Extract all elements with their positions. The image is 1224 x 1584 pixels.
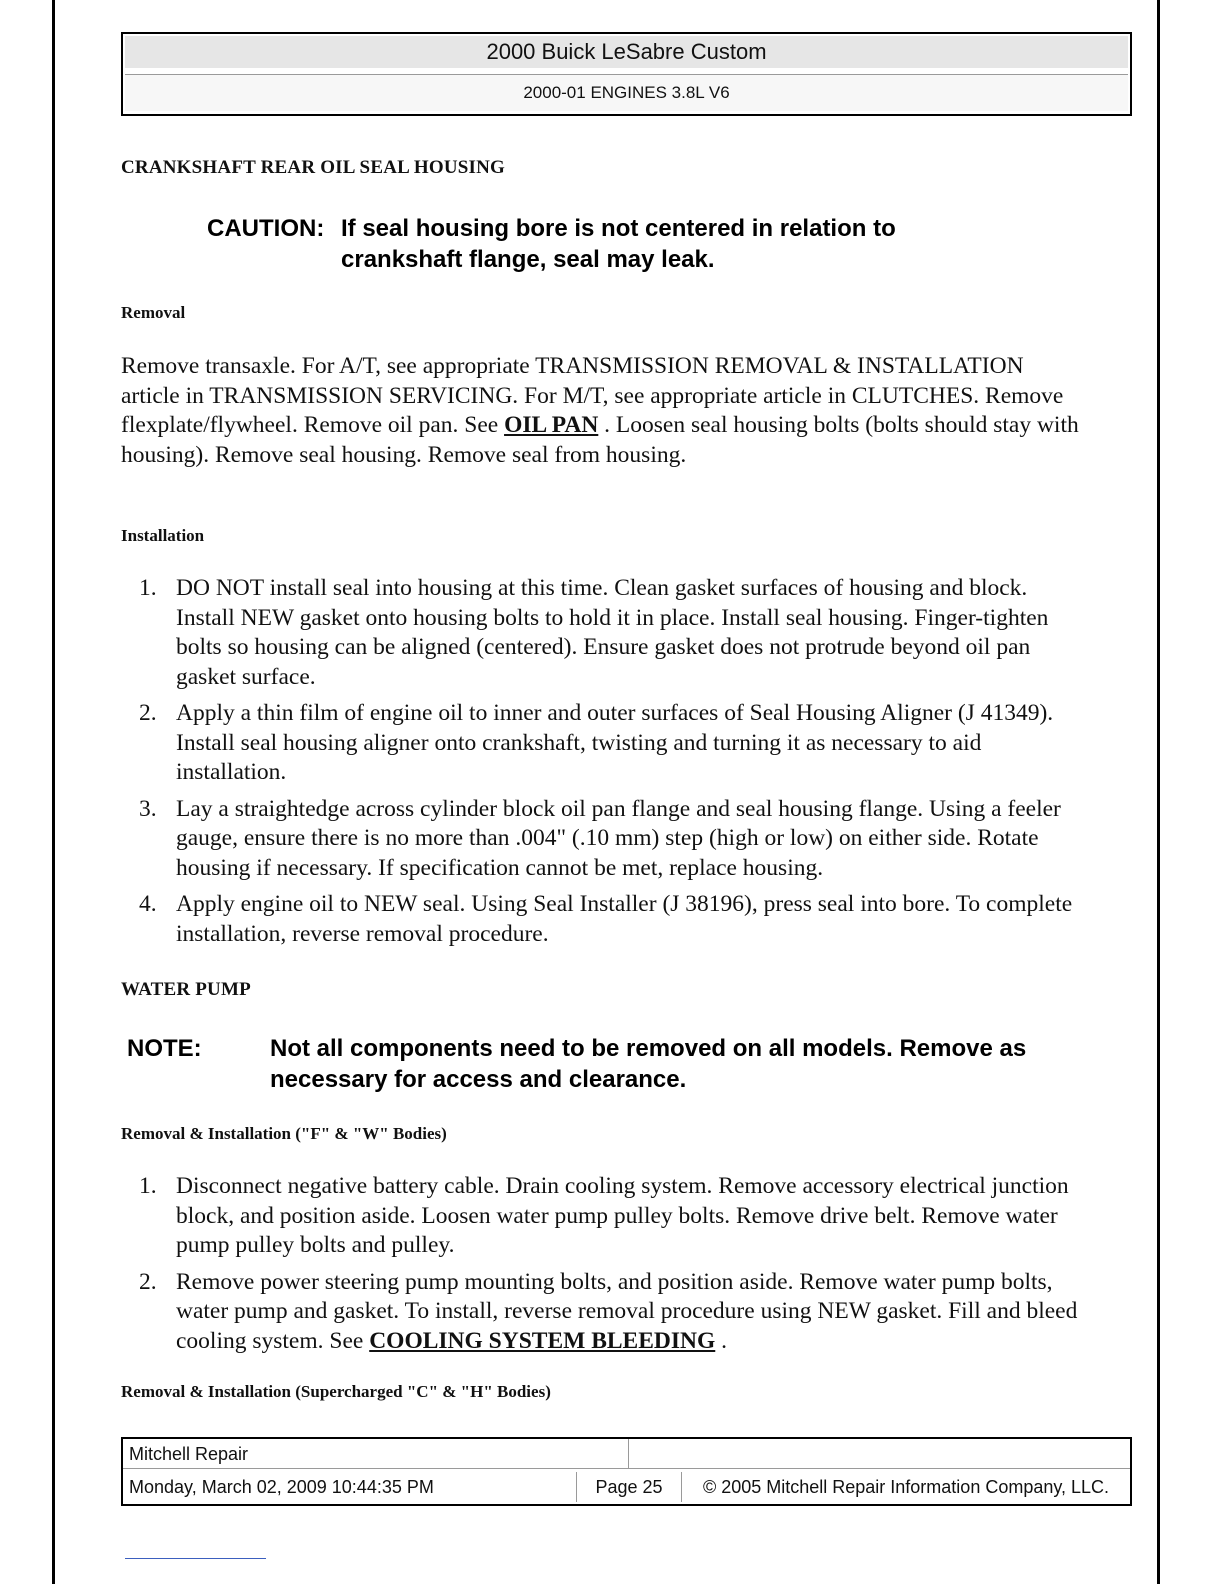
- list-item: [121, 699, 1086, 788]
- list-item: [121, 890, 1086, 949]
- removal-text: Remove transaxle. For A/T, see appropriate TRANSMISSION REMOVAL & INSTALLATION article in TRANSMISSION SERVICING. For M/T, see appropriate article in CLUTCHES. Remove flexplate/flywheel. Remove oil pan. See: [121, 353, 1064, 438]
- bottom-divider: [125, 1558, 266, 1559]
- removal-heading: Removal: [121, 303, 186, 322]
- step-text: Disconnect negative battery cable. Drain cooling system. Remove accessory electrical junction block, and position aside. Loosen water pump pulley bolts. Remove drive belt. Remove water pump pulley bolts and pulley.: [176, 1173, 1069, 1258]
- removal-text-continued: . Loosen seal housing bolts (bolts should stay with housing). Remove seal housing. Remove seal from housing.: [121, 412, 1079, 468]
- note-text: Not all components need to be removed on all models. Remove as necessary for access and clearance.: [270, 1035, 1027, 1093]
- removal-paragraph: [121, 352, 1086, 470]
- step-text-end: .: [721, 1327, 728, 1354]
- installation-steps: [121, 574, 1086, 956]
- step-text: Apply engine oil to NEW seal. Using Seal Installer (J 38196), press seal into bore. To complete installation, reverse removal procedure.: [176, 891, 1073, 947]
- list-item: [121, 795, 1086, 884]
- footer-empty-cell: [628, 1439, 1130, 1469]
- page-border-right: [1157, 0, 1160, 1584]
- document-footer: [121, 1437, 1132, 1506]
- step-text: DO NOT install seal into housing at this time. Clean gasket surfaces of housing and block. Install NEW gasket onto housing bolts to hold it in place. Install seal housing. Finger-tighten bolts so housing can be aligned (centered). Ensure gasket does not protrude beyond oil pan gasket surface.: [176, 575, 1049, 690]
- cooling-system-bleeding-link[interactable]: COOLING SYSTEM BLEEDING: [369, 1327, 716, 1354]
- crankshaft-section-heading: CRANKSHAFT REAR OIL SEAL HOUSING: [121, 157, 506, 178]
- step-text: Apply a thin film of engine oil to inner and outer surfaces of Seal Housing Aligner (J 41349). Install seal housing aligner onto crankshaft, twisting and turning it as necessary to aid installation.: [176, 700, 1054, 785]
- page-border-left: [52, 0, 55, 1584]
- footer-company: Mitchell Repair: [123, 1439, 628, 1469]
- ch-bodies-heading: Removal & Installation (Supercharged "C" & "H" Bodies): [121, 1382, 551, 1401]
- installation-heading: Installation: [121, 526, 205, 545]
- step-number: 1.: [139, 575, 157, 601]
- manual-subtitle: 2000-01 ENGINES 3.8L V6: [125, 74, 1128, 111]
- caution-block: [207, 213, 1087, 277]
- step-number: 1.: [139, 1173, 157, 1199]
- caution-text: If seal housing bore is not centered in relation to crankshaft flange, seal may leak.: [341, 215, 896, 273]
- caution-label: CAUTION:: [207, 215, 325, 242]
- water-pump-heading: WATER PUMP: [121, 979, 251, 1000]
- step-text: Lay a straightedge across cylinder block oil pan flange and seal housing flange. Using a feeler gauge, ensure there is no more than .004" (.10 mm) step (high or low) on either side. Rotate housing if necessary. If specification cannot be met, replace housing.: [176, 795, 1061, 881]
- oil-pan-link[interactable]: OIL PAN: [504, 412, 599, 438]
- list-item: [121, 1268, 1086, 1357]
- vehicle-title: 2000 Buick LeSabre Custom: [125, 36, 1128, 68]
- footer-page-number: Page 25: [576, 1472, 681, 1502]
- fw-bodies-heading: Removal & Installation ("F" & "W" Bodies): [121, 1124, 447, 1143]
- step-number: 4.: [139, 891, 157, 917]
- step-number: 2.: [139, 1268, 157, 1295]
- document-header: [121, 32, 1132, 116]
- note-label: NOTE:: [127, 1035, 202, 1062]
- list-item: [121, 1172, 1086, 1261]
- list-item: [121, 574, 1086, 692]
- step-text: Remove power steering pump mounting bolts, and position aside. Remove water pump bolts, water pump and gasket. To install, reverse removal procedure using NEW gasket. Fill and bleed cooling system. See: [176, 1268, 1078, 1354]
- footer-date: Monday, March 02, 2009 10:44:35 PM: [129, 1477, 434, 1497]
- fw-bodies-steps: [121, 1172, 1086, 1363]
- step-number: 3.: [139, 795, 157, 822]
- step-number: 2.: [139, 700, 157, 726]
- footer-copyright: © 2005 Mitchell Repair Information Company, LLC.: [681, 1472, 1130, 1502]
- note-block: [127, 1033, 1087, 1097]
